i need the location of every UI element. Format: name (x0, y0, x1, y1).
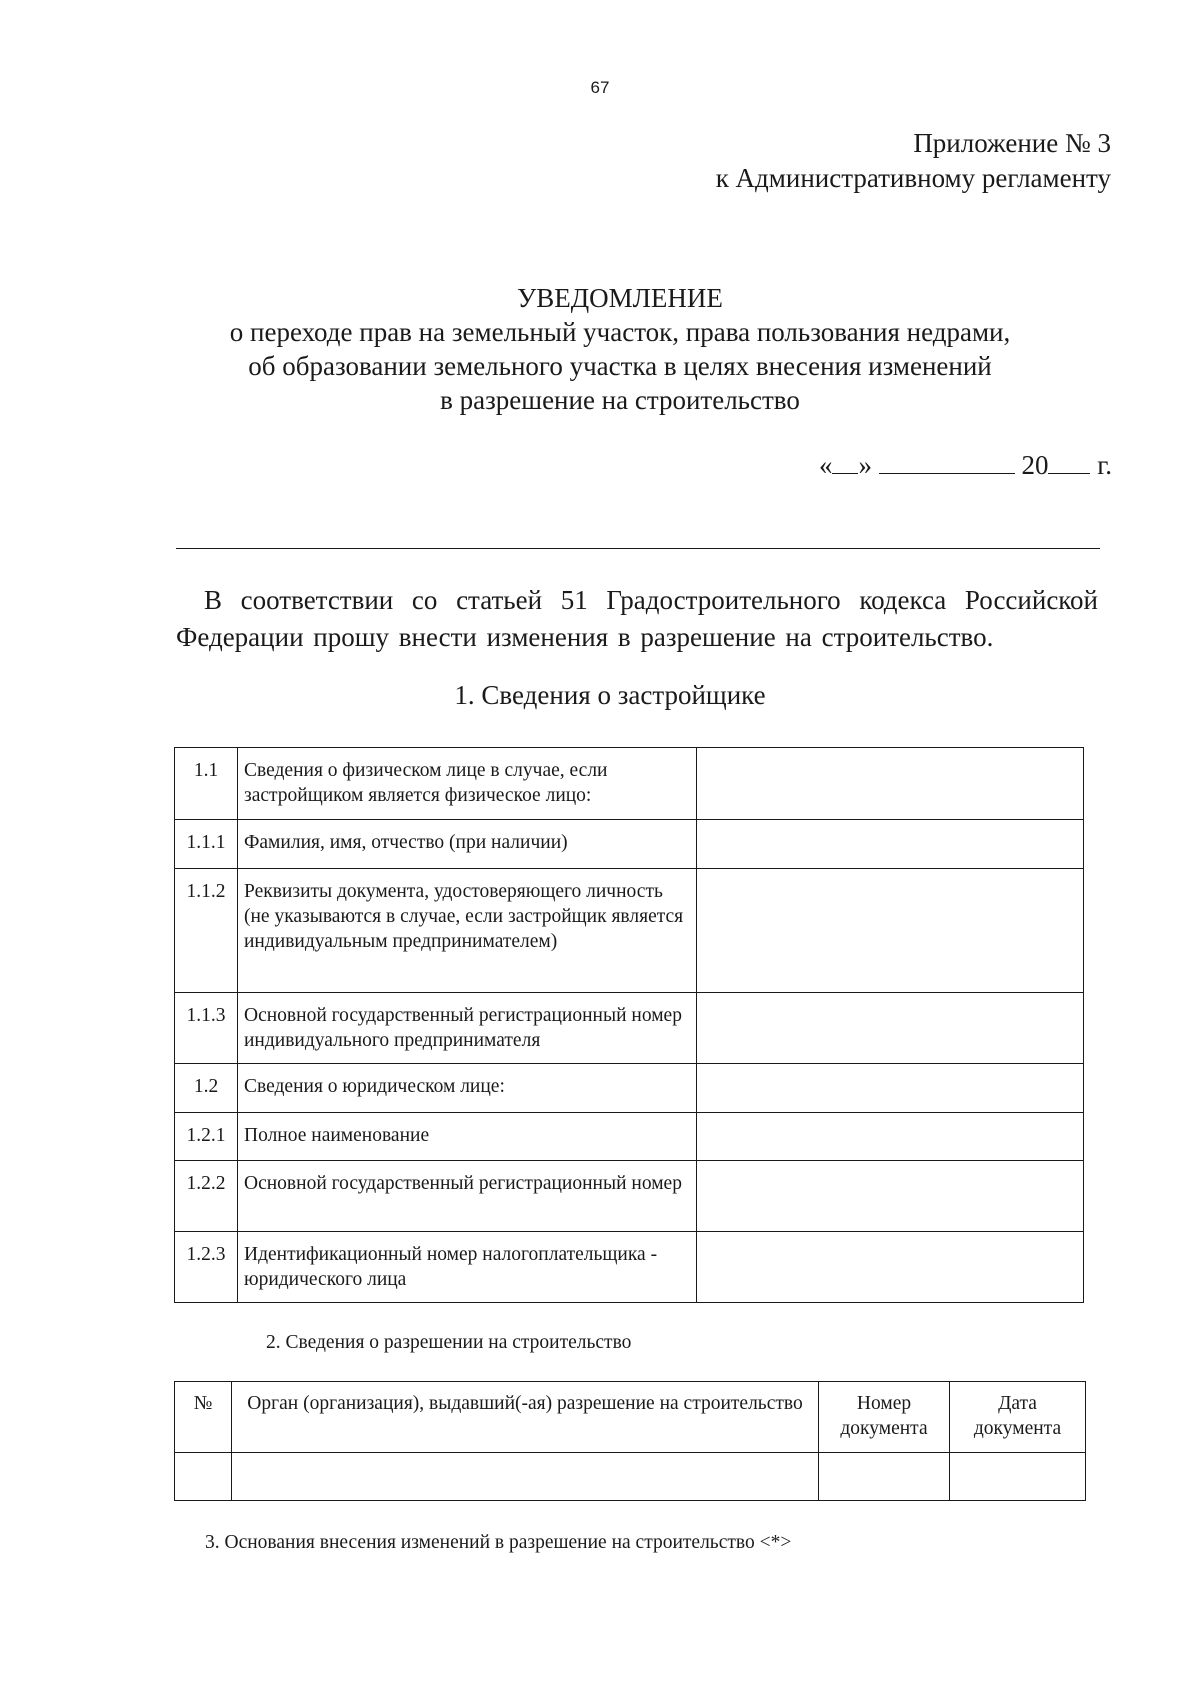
table-row (175, 1064, 1084, 1113)
value-cell-1-1-1[interactable] (697, 820, 1084, 869)
section-1-heading: 1. Сведения о застройщике (454, 680, 766, 710)
value-cell-1-2-1[interactable] (697, 1113, 1084, 1161)
title-heading: УВЕДОМЛЕНИЕ (517, 283, 723, 313)
day-blank[interactable] (832, 451, 858, 474)
value-cell-1-2[interactable] (697, 1064, 1084, 1113)
section-2-heading: 2. Сведения о разрешении на строительство (266, 1332, 632, 1353)
intro-paragraph: В соответствии со статьей 51 Градостроительного кодекса Российской Федерации прошу внести изменения в разрешение на строительство. (176, 585, 1098, 652)
row-label: Полное наименование (238, 1113, 697, 1161)
row-number: 1.2.1 (175, 1113, 238, 1161)
row-number: 1.2.2 (175, 1161, 238, 1232)
year-suffix: г. (1097, 450, 1112, 480)
title-line-1: о переходе прав на земельный участок, права пользования недрами, (229, 317, 1011, 347)
row-label: Основной государственный регистрационный номер индивидуального предпринимателя (238, 993, 697, 1064)
month-blank[interactable] (879, 451, 1015, 474)
table-row (175, 993, 1084, 1064)
table-row (175, 1232, 1084, 1303)
table-row (175, 1113, 1084, 1161)
developer-info-table (174, 747, 1084, 1303)
value-cell-1-1-3[interactable] (697, 993, 1084, 1064)
title-line-2: об образовании земельного участка в целях внесения изменений (248, 351, 992, 381)
date-close-quote: » (858, 450, 872, 480)
row-label: Основной государственный регистрационный номер (238, 1161, 697, 1232)
row-number: 1.1.3 (175, 993, 238, 1064)
row-label: Фамилия, имя, отчество (при наличии) (238, 820, 697, 869)
appendix-line-2: к Административному регламенту (715, 163, 1111, 193)
section-3-heading: 3. Основания внесения изменений в разрешение на строительство <*> (205, 1532, 792, 1553)
row-number: 1.1 (175, 748, 238, 820)
cell-doc-number[interactable] (819, 1453, 950, 1501)
column-header-doc-date: Дата документа (950, 1382, 1086, 1453)
table-row (175, 1161, 1084, 1232)
table-row (175, 869, 1084, 993)
date-open-quote: « (818, 450, 833, 480)
cell-number[interactable] (175, 1453, 232, 1501)
column-header-issuer: Орган (организация), выдавший(-ая) разрешение на строительство (232, 1382, 819, 1453)
value-cell-1-1[interactable] (697, 748, 1084, 820)
row-number: 1.1.1 (175, 820, 238, 869)
value-cell-1-1-2[interactable] (697, 869, 1084, 993)
row-label: Идентификационный номер налогоплательщика - юридического лица (238, 1232, 697, 1303)
table-row (175, 820, 1084, 869)
page-number: 67 (590, 78, 610, 97)
column-header-doc-number: Номер документа (819, 1382, 950, 1453)
row-label: Сведения о физическом лице в случае, если застройщиком является физическое лицо: (238, 748, 697, 820)
row-number: 1.2.3 (175, 1232, 238, 1303)
appendix-line-1: Приложение № 3 (913, 128, 1111, 158)
document-title (160, 281, 1080, 417)
cell-issuer[interactable] (232, 1453, 819, 1501)
title-line-3: в разрешение на строительство (440, 385, 800, 415)
row-number: 1.2 (175, 1064, 238, 1113)
year-blank[interactable] (1048, 451, 1090, 474)
value-cell-1-2-2[interactable] (697, 1161, 1084, 1232)
date-line (819, 448, 1112, 482)
row-number: 1.1.2 (175, 869, 238, 993)
appendix-reference (716, 126, 1111, 196)
table-row (175, 748, 1084, 820)
column-header-number: № (175, 1382, 232, 1453)
separator-line (176, 548, 1100, 549)
table-row (175, 1453, 1086, 1501)
year-prefix: 20 (1021, 450, 1049, 480)
table-header-row (175, 1382, 1086, 1453)
permit-info-table (174, 1381, 1086, 1501)
cell-doc-date[interactable] (950, 1453, 1086, 1501)
row-label: Реквизиты документа, удостоверяющего личность (не указываются в случае, если застройщик является индивидуальным предпринимателем) (238, 869, 697, 993)
row-label: Сведения о юридическом лице: (238, 1064, 697, 1113)
value-cell-1-2-3[interactable] (697, 1232, 1084, 1303)
